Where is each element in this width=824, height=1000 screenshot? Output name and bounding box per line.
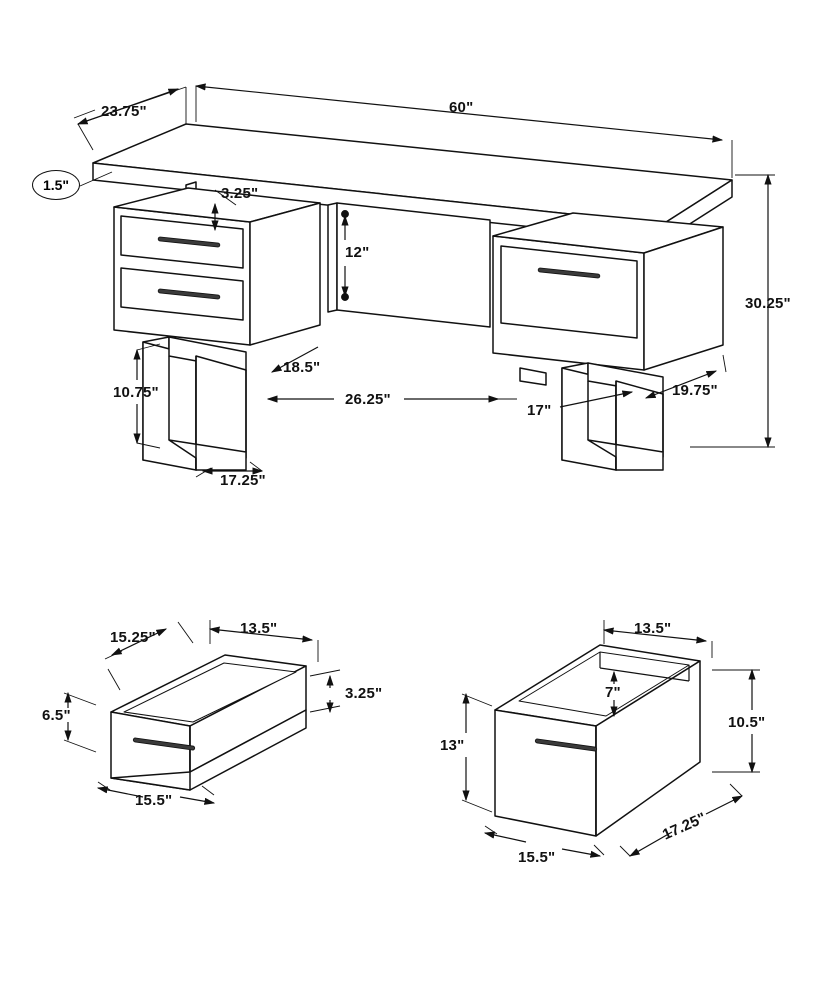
callout-top-thickness: [32, 170, 80, 200]
main-desk-view: [93, 124, 732, 470]
dim-sd-back-width: 13.5": [240, 620, 278, 637]
dim-ld-interior-height: 7": [605, 684, 621, 701]
dim-leg-height: 10.75": [113, 384, 159, 401]
dim-overall-height: 30.25": [745, 295, 791, 312]
dim-knee-height: 12": [345, 244, 370, 261]
dim-sd-side-depth: 15.25": [110, 629, 156, 646]
dim-ld-back-width: 13.5": [634, 620, 672, 637]
dim-pedestal-width: 18.5": [283, 359, 321, 376]
dim-ld-side-depth: 17.25": [660, 809, 709, 844]
callout-top-thickness-label: 1.5": [42, 177, 70, 193]
dim-sd-front-height: 3.25": [345, 685, 383, 702]
dim-cabinet-depth: 19.75": [672, 382, 718, 399]
dim-depth-top: 23.75": [101, 103, 147, 120]
dim-sd-front-width: 15.5": [135, 792, 173, 809]
large-drawer-view: [495, 645, 700, 836]
dim-drawer-front: 3.25": [221, 185, 259, 202]
dim-width-top: 60": [449, 99, 474, 116]
dim-ld-face-height: 13": [440, 737, 465, 754]
dim-ld-side-height: 10.5": [728, 714, 766, 731]
dim-sd-face-height: 6.5": [42, 707, 71, 724]
dim-cabinet-width: 17": [527, 402, 552, 419]
dim-leg-depth: 17.25": [220, 472, 266, 489]
small-drawer-view: [111, 655, 306, 790]
dim-knee-width: 26.25": [345, 391, 391, 408]
dim-ld-front-width: 15.5": [518, 849, 556, 866]
